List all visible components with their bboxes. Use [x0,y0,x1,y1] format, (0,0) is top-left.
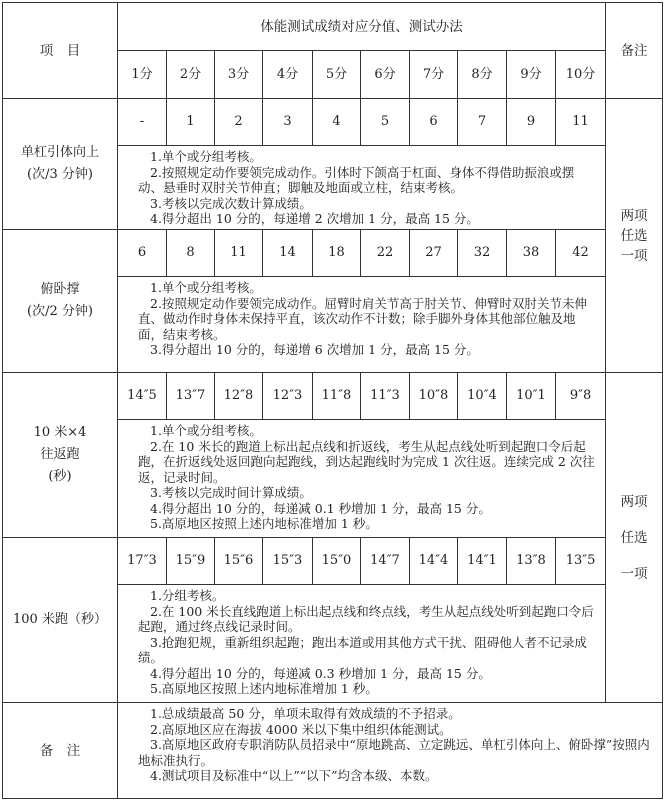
note-group-1-text: 两项 任选 一项 [620,207,648,264]
shuttle-rule: 1.单个或分组考核。 [150,423,262,438]
shuttle-rule: 5.高原地区按照上述内地标准增加 1 秒。 [150,516,378,531]
pushup-value: 42 [556,230,606,277]
fitness-test-table [2,2,663,799]
remarks-label [3,703,118,799]
pullup-value: 11 [556,99,606,146]
pullup-values-row [3,99,663,146]
shuttle-value: 12″3 [263,373,313,420]
sprint-value: 15″0 [313,538,361,585]
sprint-values-row [3,538,663,585]
shuttle-unit: (秒) [48,469,72,484]
remarks-label-text: 备 注 [39,742,81,759]
table-title [118,3,606,51]
pullup-value: 3 [263,99,313,146]
sprint-rule: 3.抢跑犯规，重新组织起跑；跑出本道或用其他方式干扰、阻碍他人者不记录成绩。 [138,634,587,665]
sprint-rule: 4.得分超出 10 分的，每递减 0.3 秒增加 1 分，最高 15 分。 [150,665,491,681]
score-header: 7分 [410,51,458,99]
pullup-name: 单杠引体向上 [20,145,99,160]
shuttle-value: 10″8 [410,373,458,420]
score-header: 3分 [215,51,263,99]
note-header [606,3,663,99]
pullup-value: 5 [361,99,410,146]
pushup-value: 11 [215,230,263,277]
pushup-unit: (次/2 分钟) [27,304,93,319]
shuttle-rule: 4.得分超出 10 分的，每递减 0.1 秒增加 1 分，最高 15 分。 [150,500,491,516]
remarks-row [3,703,663,799]
score-header: 6分 [361,51,410,99]
pullup-value: 4 [313,99,361,146]
sprint-rule: 2.在 100 米长直线跑道上标出起点线和终点线，考生从起点线处听到起跑口令后起跑，通过终点线记录时间。 [138,603,594,634]
pushup-values-row [3,230,663,277]
sprint-item [3,538,118,703]
table-title-text: 体能测试成绩对应分值、测试办法 [260,18,463,35]
pullup-value: - [118,99,167,146]
item-header-label: 项 目 [39,42,81,59]
sprint-value: 14″1 [458,538,507,585]
sprint-value: 13″8 [507,538,556,585]
sprint-rules [118,585,606,703]
note-group-1 [606,99,663,373]
pullup-rule: 1.单个或分组考核。 [150,149,262,164]
note-group-2 [606,373,663,703]
sprint-value: 17″3 [118,538,167,585]
score-header: 8分 [458,51,507,99]
pushup-name: 俯卧撑 [40,282,80,297]
shuttle-value: 14″5 [118,373,167,420]
shuttle-value: 9″8 [556,373,606,420]
pushup-value: 38 [507,230,556,277]
pushup-value: 8 [167,230,215,277]
pushup-value: 22 [361,230,410,277]
sprint-name: 100 米跑（秒） [13,612,107,627]
shuttle-value: 13″7 [167,373,215,420]
shuttle-rule: 2.在 10 米长的跑道上标出起点线和折返线，考生从起点线处听到起跑口令后起跑，在折返线处返回跑向起跑线，到达起跑线时为完成 1 次往返。连续完成 2 次往返，记录时间。 [138,438,595,485]
item-header [3,3,118,99]
sprint-value: 15″6 [215,538,263,585]
sprint-value: 14″4 [410,538,458,585]
sprint-rule: 5.高原地区按照上述内地标准增加 1 秒。 [150,681,378,696]
shuttle-rules [118,420,606,538]
pullup-value: 6 [410,99,458,146]
score-header: 2分 [167,51,215,99]
pushup-rule: 1.单个或分组考核。 [150,280,262,295]
pullup-item [3,99,118,230]
pullup-value: 1 [167,99,215,146]
pushup-value: 14 [263,230,313,277]
pushup-value: 18 [313,230,361,277]
score-header: 1分 [118,51,167,99]
shuttle-value: 11″3 [361,373,410,420]
score-header: 5分 [313,51,361,99]
score-header: 9分 [507,51,556,99]
pullup-rule: 3.考核以完成次数计算成绩。 [150,195,312,211]
pushup-item [3,230,118,373]
sprint-value: 14″7 [361,538,410,585]
pullup-rule: 4.得分超出 10 分的，每递增 2 次增加 1 分，最高 15 分。 [150,211,479,226]
shuttle-rule: 3.考核以完成时间计算成绩。 [150,485,312,500]
score-header: 10分 [556,51,606,99]
note-header-label: 备注 [620,42,648,59]
remark-line: 4.测试项目及标准中“以上”“以下”均含本级、本数。 [150,768,438,783]
remark-line: 1.总成绩最高 50 分，单项未取得有效成绩的不予招录。 [150,706,461,721]
shuttle-value: 10″1 [507,373,556,420]
pullup-value: 2 [215,99,263,146]
shuttle-value: 12″8 [215,373,263,420]
pushup-value: 27 [410,230,458,277]
shuttle-value: 11″8 [313,373,361,420]
shuttle-value: 10″4 [458,373,507,420]
remark-line: 2.高原地区应在海拔 4000 米以下集中组织体能测试。 [150,721,452,737]
sprint-rule: 1.分组考核。 [150,588,225,603]
pushup-value: 6 [118,230,167,277]
sprint-value: 15″3 [263,538,313,585]
pushup-rule: 2.按照规定动作要领完成动作。屈臂时肩关节高于肘关节、伸臂时双肘关节未伸直、做动作时身体未保持平直，该次动作不计数；除手脚外身体其他部位触及地面，结束考核。 [138,295,587,342]
note-group-2-text: 两项 任选 一项 [620,493,648,582]
pullup-rule: 2.按照规定动作要领完成动作。引体时下颌高于杠面、身体不得借助振浪或摆动、悬垂时双肘关节伸直；脚触及地面或立柱，结束考核。 [138,164,575,195]
shuttle-values-row [3,373,663,420]
pullup-value: 9 [507,99,556,146]
sprint-value: 13″5 [556,538,606,585]
pullup-value: 7 [458,99,507,146]
score-header: 4分 [263,51,313,99]
pushup-rule: 3.得分超出 10 分的，每递增 6 次增加 1 分，最高 15 分。 [150,342,479,357]
shuttle-name: 10 米×4 [33,425,87,440]
shuttle-item [3,373,118,538]
pushup-value: 32 [458,230,507,277]
remarks-content [118,703,663,799]
pushup-rules [118,277,606,373]
pullup-rules [118,146,606,230]
sprint-value: 15″9 [167,538,215,585]
remark-line: 3.高原地区政府专职消防队员招录中“原地跳高、立定跳远、单杠引体向上、俯卧撑”按照内地标准执行。 [138,737,650,768]
pullup-unit: (次/3 分钟) [27,167,93,182]
shuttle-name-2: 往返跑 [40,447,80,462]
